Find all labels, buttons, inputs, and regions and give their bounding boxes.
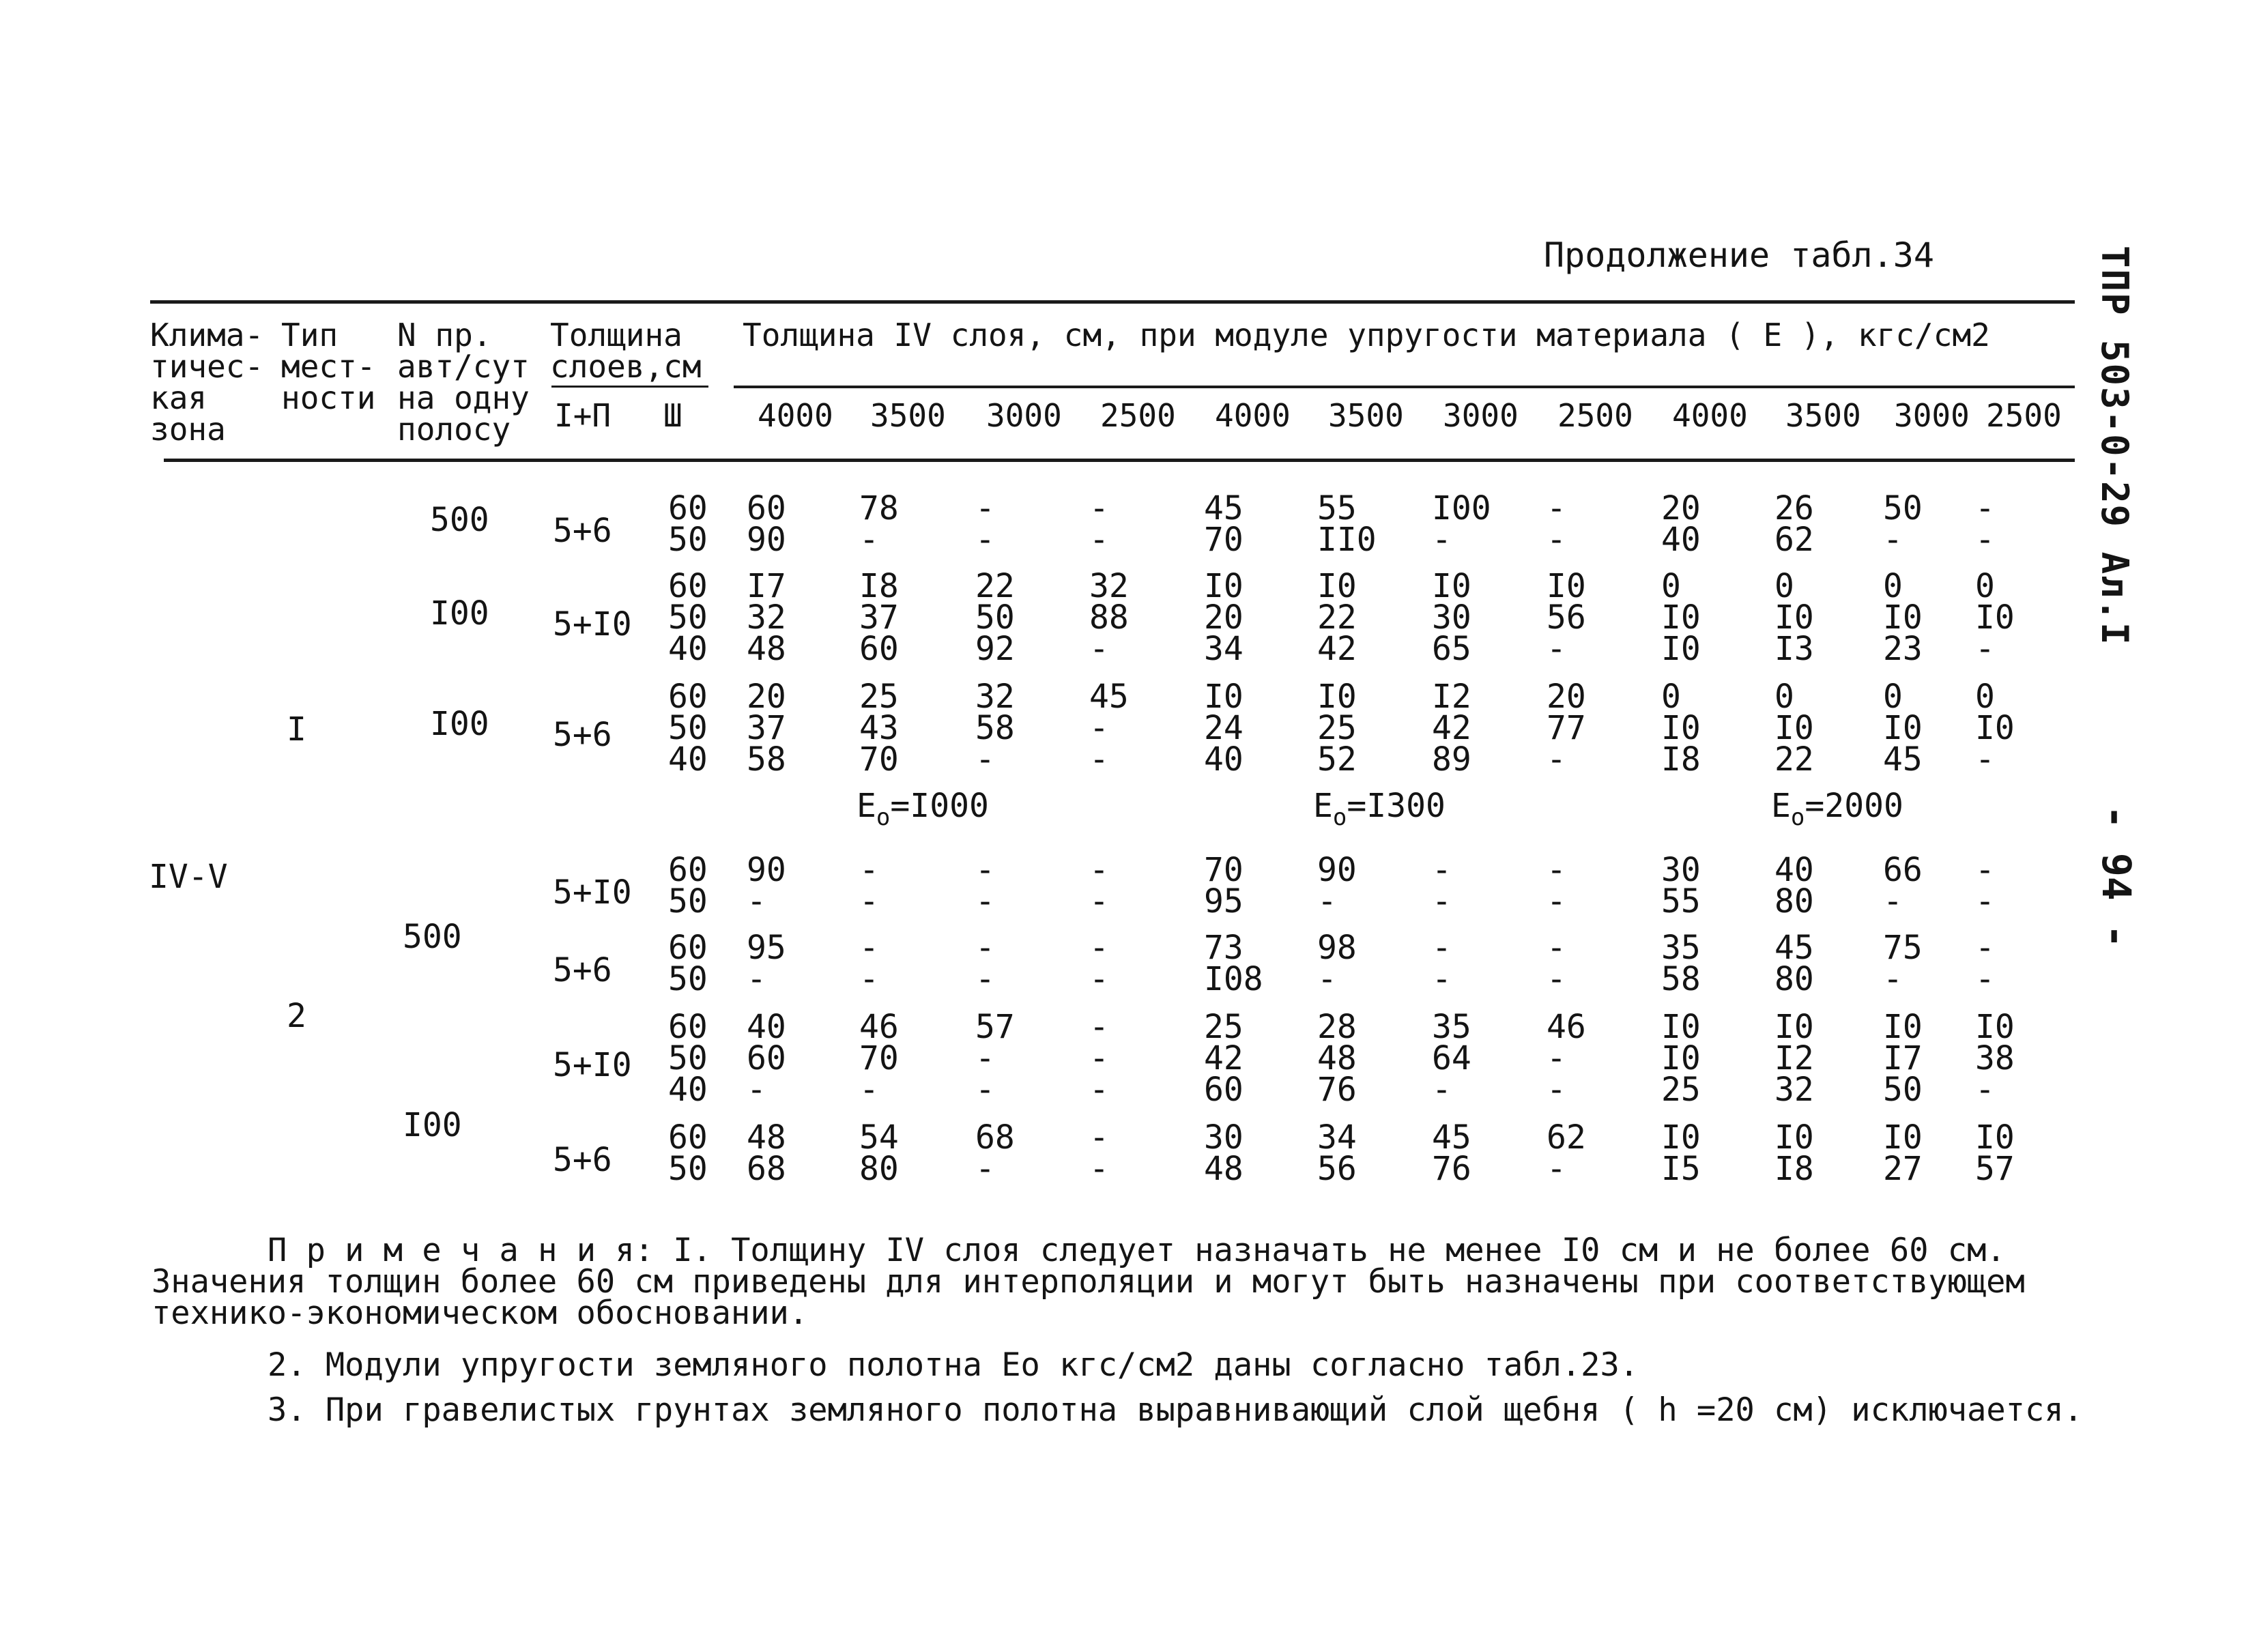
- thickness-value: 45: [1883, 740, 1923, 779]
- thickness-value: -: [859, 882, 879, 921]
- thickness-value: 30: [1204, 1118, 1243, 1157]
- thickness-value: -: [1089, 1118, 1109, 1157]
- thickness-value: I2: [1774, 1039, 1814, 1077]
- thickness-value: I0: [1883, 709, 1923, 747]
- thickness-value: I3: [1774, 630, 1814, 668]
- thickness-value: I5: [1661, 1150, 1701, 1188]
- modulus-header: 3000: [1443, 397, 1519, 434]
- thickness-value: -: [1089, 521, 1109, 559]
- thickness-value: 22: [1317, 598, 1357, 637]
- thickness-value: -: [975, 1071, 995, 1109]
- thickness-value: 32: [1089, 567, 1129, 605]
- thickness-value: 26: [1774, 489, 1814, 527]
- thickness-value: 62: [1547, 1118, 1586, 1157]
- thickness-value: 77: [1547, 709, 1586, 747]
- page-number: - 94 -: [2093, 805, 2140, 948]
- thickness-value: 50: [1883, 489, 1923, 527]
- thickness-value: 37: [747, 709, 786, 747]
- layers-1-2-value: 5+6: [553, 951, 612, 989]
- modulus-header: 4000: [1215, 397, 1291, 434]
- thickness-value: 62: [1774, 521, 1814, 559]
- traffic-value: I00: [430, 705, 489, 743]
- thickness-value: I0: [1317, 678, 1357, 716]
- thickness-value: 80: [1774, 960, 1814, 998]
- thickness-value: -: [859, 851, 879, 889]
- thickness-value: I0: [1661, 1008, 1701, 1046]
- thickness-value: 35: [1432, 1008, 1471, 1046]
- thickness-value: -: [859, 521, 879, 559]
- thickness-value: 50: [975, 598, 1015, 637]
- layer-3-value: 50: [668, 882, 708, 921]
- traffic-value: I00: [430, 594, 489, 633]
- thickness-value: 48: [1317, 1039, 1357, 1077]
- modulus-header: 4000: [758, 397, 833, 434]
- thickness-value: 68: [747, 1150, 786, 1188]
- thickness-value: -: [975, 929, 995, 967]
- thickness-value: -: [975, 1039, 995, 1077]
- thickness-value: I0: [1661, 598, 1701, 637]
- modulus-header: 3000: [1894, 397, 1970, 434]
- thickness-value: 43: [859, 709, 899, 747]
- thickness-value: 40: [1204, 740, 1243, 779]
- thickness-value: 55: [1317, 489, 1357, 527]
- thickness-value: -: [1547, 960, 1566, 998]
- thickness-value: 57: [975, 1008, 1015, 1046]
- thickness-value: I08: [1204, 960, 1263, 998]
- layers-1-2-value: 5+6: [553, 512, 612, 550]
- header-bottom-rule: [164, 459, 2075, 462]
- thickness-value: 58: [1661, 960, 1701, 998]
- layers-1-2-value: 5+6: [553, 1141, 612, 1179]
- thickness-value: 28: [1317, 1008, 1357, 1046]
- thickness-value: 30: [1432, 598, 1471, 637]
- layer-3-value: 50: [668, 960, 708, 998]
- thickness-value: 0: [1883, 567, 1903, 605]
- layers-1-2-value: 5+I0: [553, 1046, 632, 1084]
- modulus-header: 2500: [1100, 397, 1176, 434]
- thickness-value: 50: [1883, 1071, 1923, 1109]
- layer-3-value: 40: [668, 630, 708, 668]
- thickness-value: 45: [1774, 929, 1814, 967]
- thickness-value: 25: [1204, 1008, 1243, 1046]
- thickness-value: I0: [1661, 1039, 1701, 1077]
- thickness-value: -: [1975, 851, 1995, 889]
- thickness-value: -: [1547, 1039, 1566, 1077]
- layer-3-value: 60: [668, 851, 708, 889]
- thickness-value: I0: [1661, 709, 1701, 747]
- thickness-value: 52: [1317, 740, 1357, 779]
- note-3: 3. При гравелистых грунтах земляного полотна выравнивающий слой щебня ( h =20 см) исключается.: [268, 1391, 2083, 1429]
- thickness-value: I0: [1661, 630, 1701, 668]
- side-document-code: ТПР 503-0-29 Ал.I: [2093, 246, 2136, 646]
- header-layer-3: Ш: [663, 397, 682, 434]
- thickness-value: 25: [859, 678, 899, 716]
- layer-3-value: 50: [668, 1039, 708, 1077]
- thickness-value: I0: [1432, 567, 1471, 605]
- moduli-top-rule: [734, 386, 2075, 388]
- header-climate-zone: Клима- тичес- кая зона: [150, 317, 264, 448]
- thickness-value: 90: [747, 521, 786, 559]
- traffic-group2-100: I00: [403, 1106, 462, 1144]
- thickness-value: 45: [1204, 489, 1243, 527]
- thickness-value: 46: [859, 1008, 899, 1046]
- climate-zone-value: IV-V: [149, 858, 228, 896]
- layers-1-2-value: 5+6: [553, 716, 612, 754]
- thickness-value: 60: [1204, 1071, 1243, 1109]
- table-top-rule: [150, 300, 2075, 304]
- thickness-value: 48: [747, 1118, 786, 1157]
- thickness-value: 66: [1883, 851, 1923, 889]
- thickness-value: 20: [1547, 678, 1586, 716]
- thickness-value: -: [1975, 960, 1995, 998]
- thickness-value: -: [1547, 882, 1566, 921]
- thickness-value: -: [1547, 1150, 1566, 1188]
- thickness-value: I0: [1317, 567, 1357, 605]
- thickness-value: 0: [1661, 567, 1681, 605]
- note-2: 2. Модули упругости земляного полотна Ео кгс/см2 даны согласно табл.23.: [268, 1346, 1639, 1384]
- layer-3-value: 60: [668, 1008, 708, 1046]
- thickness-value: 54: [859, 1118, 899, 1157]
- thickness-value: -: [1089, 630, 1109, 668]
- thickness-value: 25: [1317, 709, 1357, 747]
- thickness-value: 60: [747, 489, 786, 527]
- layer-3-value: 40: [668, 740, 708, 779]
- thickness-value: 73: [1204, 929, 1243, 967]
- thickness-value: -: [1975, 740, 1995, 779]
- layer-3-value: 60: [668, 489, 708, 527]
- thickness-value: 80: [1774, 882, 1814, 921]
- layer-3-value: 60: [668, 678, 708, 716]
- modulus-header: 3500: [1785, 397, 1861, 434]
- thickness-value: 38: [1975, 1039, 2015, 1077]
- thickness-value: -: [1975, 882, 1995, 921]
- thickness-value: 89: [1432, 740, 1471, 779]
- layer-3-value: 60: [668, 567, 708, 605]
- modulus-header: 3000: [986, 397, 1062, 434]
- thickness-value: I0: [1975, 598, 2015, 637]
- thickness-value: I8: [859, 567, 899, 605]
- thickness-value: -: [1089, 1008, 1109, 1046]
- thickness-value: -: [1547, 740, 1566, 779]
- thickness-value: 20: [1661, 489, 1701, 527]
- thickness-value: -: [975, 489, 995, 527]
- terrain-type-2: 2: [287, 997, 306, 1035]
- thickness-value: 70: [1204, 521, 1243, 559]
- thickness-value: 22: [975, 567, 1015, 605]
- thickness-value: -: [975, 960, 995, 998]
- layer-underline: [551, 386, 708, 388]
- header-layers-1-2: I+П: [554, 397, 612, 434]
- thickness-value: I0: [1661, 1118, 1701, 1157]
- thickness-value: -: [975, 1150, 995, 1188]
- thickness-value: 0: [1883, 678, 1903, 716]
- thickness-value: -: [1547, 1071, 1566, 1109]
- thickness-value: I7: [1883, 1039, 1923, 1077]
- thickness-value: -: [859, 960, 879, 998]
- thickness-value: 35: [1661, 929, 1701, 967]
- layer-3-value: 50: [668, 1150, 708, 1188]
- thickness-value: I0: [1774, 1118, 1814, 1157]
- thickness-value: 70: [1204, 851, 1243, 889]
- thickness-value: -: [1883, 882, 1903, 921]
- thickness-value: 24: [1204, 709, 1243, 747]
- thickness-value: I2: [1432, 678, 1471, 716]
- layers-1-2-value: 5+I0: [553, 873, 632, 912]
- thickness-value: I8: [1661, 740, 1701, 779]
- thickness-value: 0: [1661, 678, 1681, 716]
- thickness-value: 22: [1774, 740, 1814, 779]
- thickness-value: -: [1089, 1071, 1109, 1109]
- header-traffic: N пр. авт/сут на одну полосу: [397, 317, 530, 448]
- thickness-value: 57: [1975, 1150, 2015, 1188]
- thickness-value: I0: [1883, 1118, 1923, 1157]
- thickness-value: II0: [1317, 521, 1377, 559]
- layer-3-value: 60: [668, 1118, 708, 1157]
- header-layer-thickness: Толщина слоев,см: [550, 317, 702, 385]
- thickness-value: 45: [1432, 1118, 1471, 1157]
- thickness-value: I0: [1547, 567, 1586, 605]
- header-terrain-type: Тип мест- ности: [281, 317, 376, 416]
- thickness-value: -: [1089, 489, 1109, 527]
- thickness-value: 45: [1089, 678, 1129, 716]
- header-main-title: Толщина IV слоя, см, при модуле упругости материала ( Е ), кгс/см2: [743, 317, 1990, 353]
- thickness-value: -: [1432, 521, 1452, 559]
- layers-1-2-value: 5+I0: [553, 605, 632, 643]
- thickness-value: -: [747, 882, 766, 921]
- thickness-value: 80: [859, 1150, 899, 1188]
- thickness-value: -: [1089, 882, 1109, 921]
- thickness-value: 48: [1204, 1150, 1243, 1188]
- continuation-title: Продолжение табл.34: [1544, 235, 1934, 275]
- thickness-value: I8: [1774, 1150, 1814, 1188]
- thickness-value: -: [1432, 882, 1452, 921]
- eo-label-1000: $Е_о=I000$: [857, 787, 989, 831]
- thickness-value: -: [1432, 1071, 1452, 1109]
- thickness-value: -: [1547, 851, 1566, 889]
- thickness-value: 90: [1317, 851, 1357, 889]
- thickness-value: -: [975, 851, 995, 889]
- thickness-value: -: [1547, 630, 1566, 668]
- thickness-value: 23: [1883, 630, 1923, 668]
- thickness-value: -: [975, 740, 995, 779]
- thickness-value: 55: [1661, 882, 1701, 921]
- thickness-value: 90: [747, 851, 786, 889]
- layer-3-value: 40: [668, 1071, 708, 1109]
- modulus-header: 3500: [870, 397, 946, 434]
- thickness-value: -: [859, 1071, 879, 1109]
- thickness-value: 27: [1883, 1150, 1923, 1188]
- note-1-end: технико-экономическом обосновании.: [152, 1294, 809, 1332]
- thickness-value: 70: [859, 1039, 899, 1077]
- thickness-value: 48: [747, 630, 786, 668]
- thickness-value: -: [1975, 521, 1995, 559]
- thickness-value: I7: [747, 567, 786, 605]
- thickness-value: 32: [975, 678, 1015, 716]
- thickness-value: -: [1975, 929, 1995, 967]
- thickness-value: -: [975, 521, 995, 559]
- layer-3-value: 50: [668, 521, 708, 559]
- thickness-value: 64: [1432, 1039, 1471, 1077]
- terrain-type-1: I: [287, 710, 306, 749]
- thickness-value: -: [1317, 882, 1337, 921]
- thickness-value: 78: [859, 489, 899, 527]
- thickness-value: -: [1089, 929, 1109, 967]
- thickness-value: I0: [1975, 1008, 2015, 1046]
- thickness-value: 60: [747, 1039, 786, 1077]
- thickness-value: -: [1975, 630, 1995, 668]
- thickness-value: 68: [975, 1118, 1015, 1157]
- thickness-value: 76: [1432, 1150, 1471, 1188]
- thickness-value: I0: [1774, 1008, 1814, 1046]
- thickness-value: -: [1432, 929, 1452, 967]
- thickness-value: -: [975, 882, 995, 921]
- thickness-value: 37: [859, 598, 899, 637]
- thickness-value: -: [1089, 960, 1109, 998]
- thickness-value: -: [747, 960, 766, 998]
- thickness-value: -: [1975, 489, 1995, 527]
- thickness-value: 0: [1774, 678, 1794, 716]
- thickness-value: 0: [1975, 678, 1995, 716]
- thickness-value: 88: [1089, 598, 1129, 637]
- thickness-value: I0: [1883, 1008, 1923, 1046]
- thickness-value: 42: [1317, 630, 1357, 668]
- thickness-value: I0: [1975, 1118, 2015, 1157]
- note-1-cont: Значения толщин более 60 см приведены для интерполяции и могут быть назначены при соответствующем: [152, 1263, 2025, 1301]
- thickness-value: -: [1547, 489, 1566, 527]
- thickness-value: -: [1089, 851, 1109, 889]
- thickness-value: 40: [747, 1008, 786, 1046]
- thickness-value: 42: [1432, 709, 1471, 747]
- traffic-group2-500: 500: [403, 918, 462, 956]
- thickness-value: I0: [1774, 709, 1814, 747]
- modulus-header: 3500: [1328, 397, 1404, 434]
- thickness-value: 70: [859, 740, 899, 779]
- modulus-header: 4000: [1672, 397, 1748, 434]
- thickness-value: 75: [1883, 929, 1923, 967]
- thickness-value: 65: [1432, 630, 1471, 668]
- thickness-value: -: [1432, 851, 1452, 889]
- thickness-value: 58: [975, 709, 1015, 747]
- thickness-value: 58: [747, 740, 786, 779]
- thickness-value: 46: [1547, 1008, 1586, 1046]
- thickness-value: 0: [1975, 567, 1995, 605]
- thickness-value: -: [747, 1071, 766, 1109]
- thickness-value: 34: [1204, 630, 1243, 668]
- thickness-value: -: [1547, 929, 1566, 967]
- layer-3-value: 50: [668, 709, 708, 747]
- thickness-value: I0: [1774, 598, 1814, 637]
- thickness-value: -: [859, 929, 879, 967]
- thickness-value: I00: [1432, 489, 1491, 527]
- thickness-value: 0: [1774, 567, 1794, 605]
- thickness-value: 30: [1661, 851, 1701, 889]
- layer-3-value: 60: [668, 929, 708, 967]
- thickness-value: 95: [747, 929, 786, 967]
- layer-3-value: 50: [668, 598, 708, 637]
- thickness-value: 34: [1317, 1118, 1357, 1157]
- thickness-value: I0: [1204, 567, 1243, 605]
- traffic-value: 500: [430, 501, 489, 539]
- thickness-value: 98: [1317, 929, 1357, 967]
- thickness-value: I0: [1975, 709, 2015, 747]
- thickness-value: -: [1317, 960, 1337, 998]
- thickness-value: I0: [1204, 678, 1243, 716]
- thickness-value: 32: [1774, 1071, 1814, 1109]
- thickness-value: 20: [1204, 598, 1243, 637]
- thickness-value: 56: [1547, 598, 1586, 637]
- thickness-value: 20: [747, 678, 786, 716]
- thickness-value: 40: [1661, 521, 1701, 559]
- thickness-value: -: [1089, 1150, 1109, 1188]
- thickness-value: -: [1547, 521, 1566, 559]
- thickness-value: 60: [859, 630, 899, 668]
- thickness-value: 25: [1661, 1071, 1701, 1109]
- modulus-header: 2500: [1557, 397, 1633, 434]
- note-1: П р и м е ч а н и я: I. Толщину IV слоя следует назначать не менее I0 см и не более 60 см.: [268, 1232, 2006, 1269]
- thickness-value: 32: [747, 598, 786, 637]
- thickness-value: 42: [1204, 1039, 1243, 1077]
- thickness-value: 92: [975, 630, 1015, 668]
- thickness-value: 40: [1774, 851, 1814, 889]
- thickness-value: -: [1432, 960, 1452, 998]
- thickness-value: -: [1089, 740, 1109, 779]
- thickness-value: 56: [1317, 1150, 1357, 1188]
- thickness-value: -: [1883, 960, 1903, 998]
- thickness-value: 76: [1317, 1071, 1357, 1109]
- eo-label-1300: $Е_о=I300$: [1313, 787, 1446, 831]
- thickness-value: -: [1089, 709, 1109, 747]
- eo-label-2000: $Е_о=2000$: [1771, 787, 1903, 831]
- thickness-value: -: [1089, 1039, 1109, 1077]
- thickness-value: -: [1975, 1071, 1995, 1109]
- thickness-value: -: [1883, 521, 1903, 559]
- thickness-value: 95: [1204, 882, 1243, 921]
- thickness-value: I0: [1883, 598, 1923, 637]
- modulus-header: 2500: [1986, 397, 2062, 434]
